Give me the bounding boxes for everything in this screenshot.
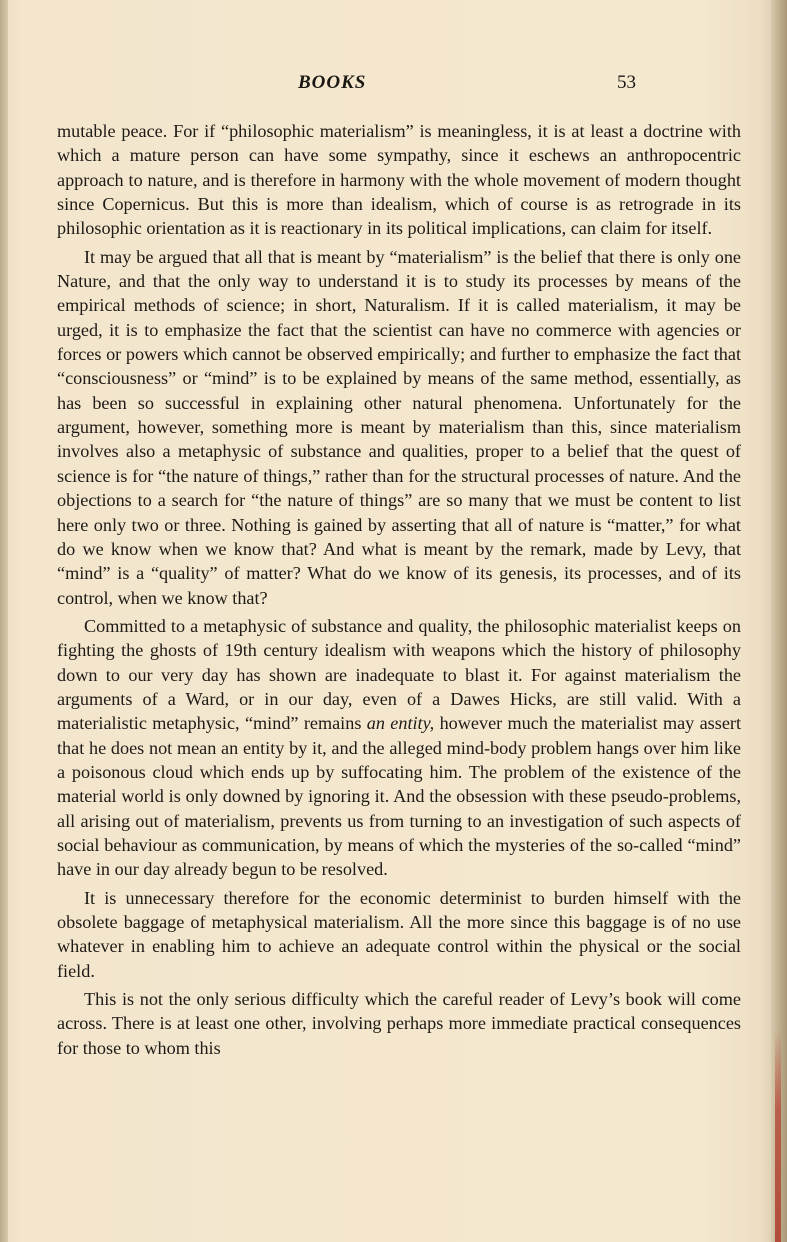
paragraph: This is not the only serious difficulty which the careful reader of Levy’s book will come across. There is at least one other, involving perhaps more immediate practical consequences for those to whom this	[57, 989, 741, 1058]
page-number: 53	[617, 72, 636, 93]
page-gutter-shadow	[0, 0, 8, 1242]
paragraph-text: Committed to a metaphysic of substance and quality, the philosophic materialist keeps on fighting the ghosts of 19th century idealism with weapons which the history of philosophy down to our very day has shown are inadequate to blast it. For against materialism the arguments of a Ward, or in our day, even of a Dawes Hicks, are still valid. With a materialistic metaphysic, “mind” remains	[57, 615, 741, 734]
page-header	[0, 72, 787, 102]
paragraph	[57, 614, 741, 882]
book-cover-edge	[775, 1030, 781, 1242]
running-head: BOOKS	[298, 72, 367, 93]
paragraph: It is unnecessary therefore for the economic determinist to burden himself with the obsolete baggage of metaphysical materialism. All the more since this baggage is of no use whatever in enabling him to achieve an adequate control within the physical or the social field.	[57, 887, 741, 981]
paragraph: mutable peace. For if “philosophic materialism” is meaningless, it is at least a doctrine with which a mature person can have some sympathy, since it eschews an anthropocentric approach to nature, and is therefore in harmony with the whole movement of modern thought since Copernicus. But this is more than idealism, which of course is as retrograde in its philosophic orientation as it is reactionary in its political implications, can claim for itself.	[57, 121, 741, 239]
emphasized-text: an entity,	[366, 713, 435, 734]
paragraph-text: however much the materialist may assert that he does not mean an entity by it, and the alleged mind-body problem hangs over him like a poisonous cloud which ends up by suffocating him. The problem of the existence of the material world is only downed by ignoring it. And the obsession with these pseudo-problems, all arising out of materialism, prevents us from turning to an investigation of such aspects of social behaviour as communication, by means of which the mysteries of the so-called “mind” have in our day already begun to be resolved.	[57, 713, 742, 880]
paragraph: It may be argued that all that is meant by “materialism” is the belief that there is only one Nature, and that the only way to understand it is to study its processes by means of the empirical methods of science; in short, Naturalism. If it is called materialism, it may be urged, it is to emphasize the fact that the scientist can have no commerce with agencies or forces or powers which cannot be observed empirically; and further to emphasize the fact that “consciousness” or “mind” is to be explained by means of the same method, essentially, as has been so successful in explaining other natural phenomena. Unfortunately for the argument, however, something more is meant by materialism than this, since materialism involves also a metaphysic of substance and qualities, proper to a belief that the quest of science is for “the nature of things,” rather than for the structural processes of nature. And the objections to a search for “the nature of things” are so many that we must be content to list here only two or three. Nothing is gained by asserting that all of nature is “matter,” for what do we know when we know that? And what is meant by the remark, made by Levy, that “mind” is a “quality” of matter? What do we know of its genesis, its processes, and of its control, when we know that?	[57, 246, 741, 608]
body-text	[57, 119, 741, 1064]
